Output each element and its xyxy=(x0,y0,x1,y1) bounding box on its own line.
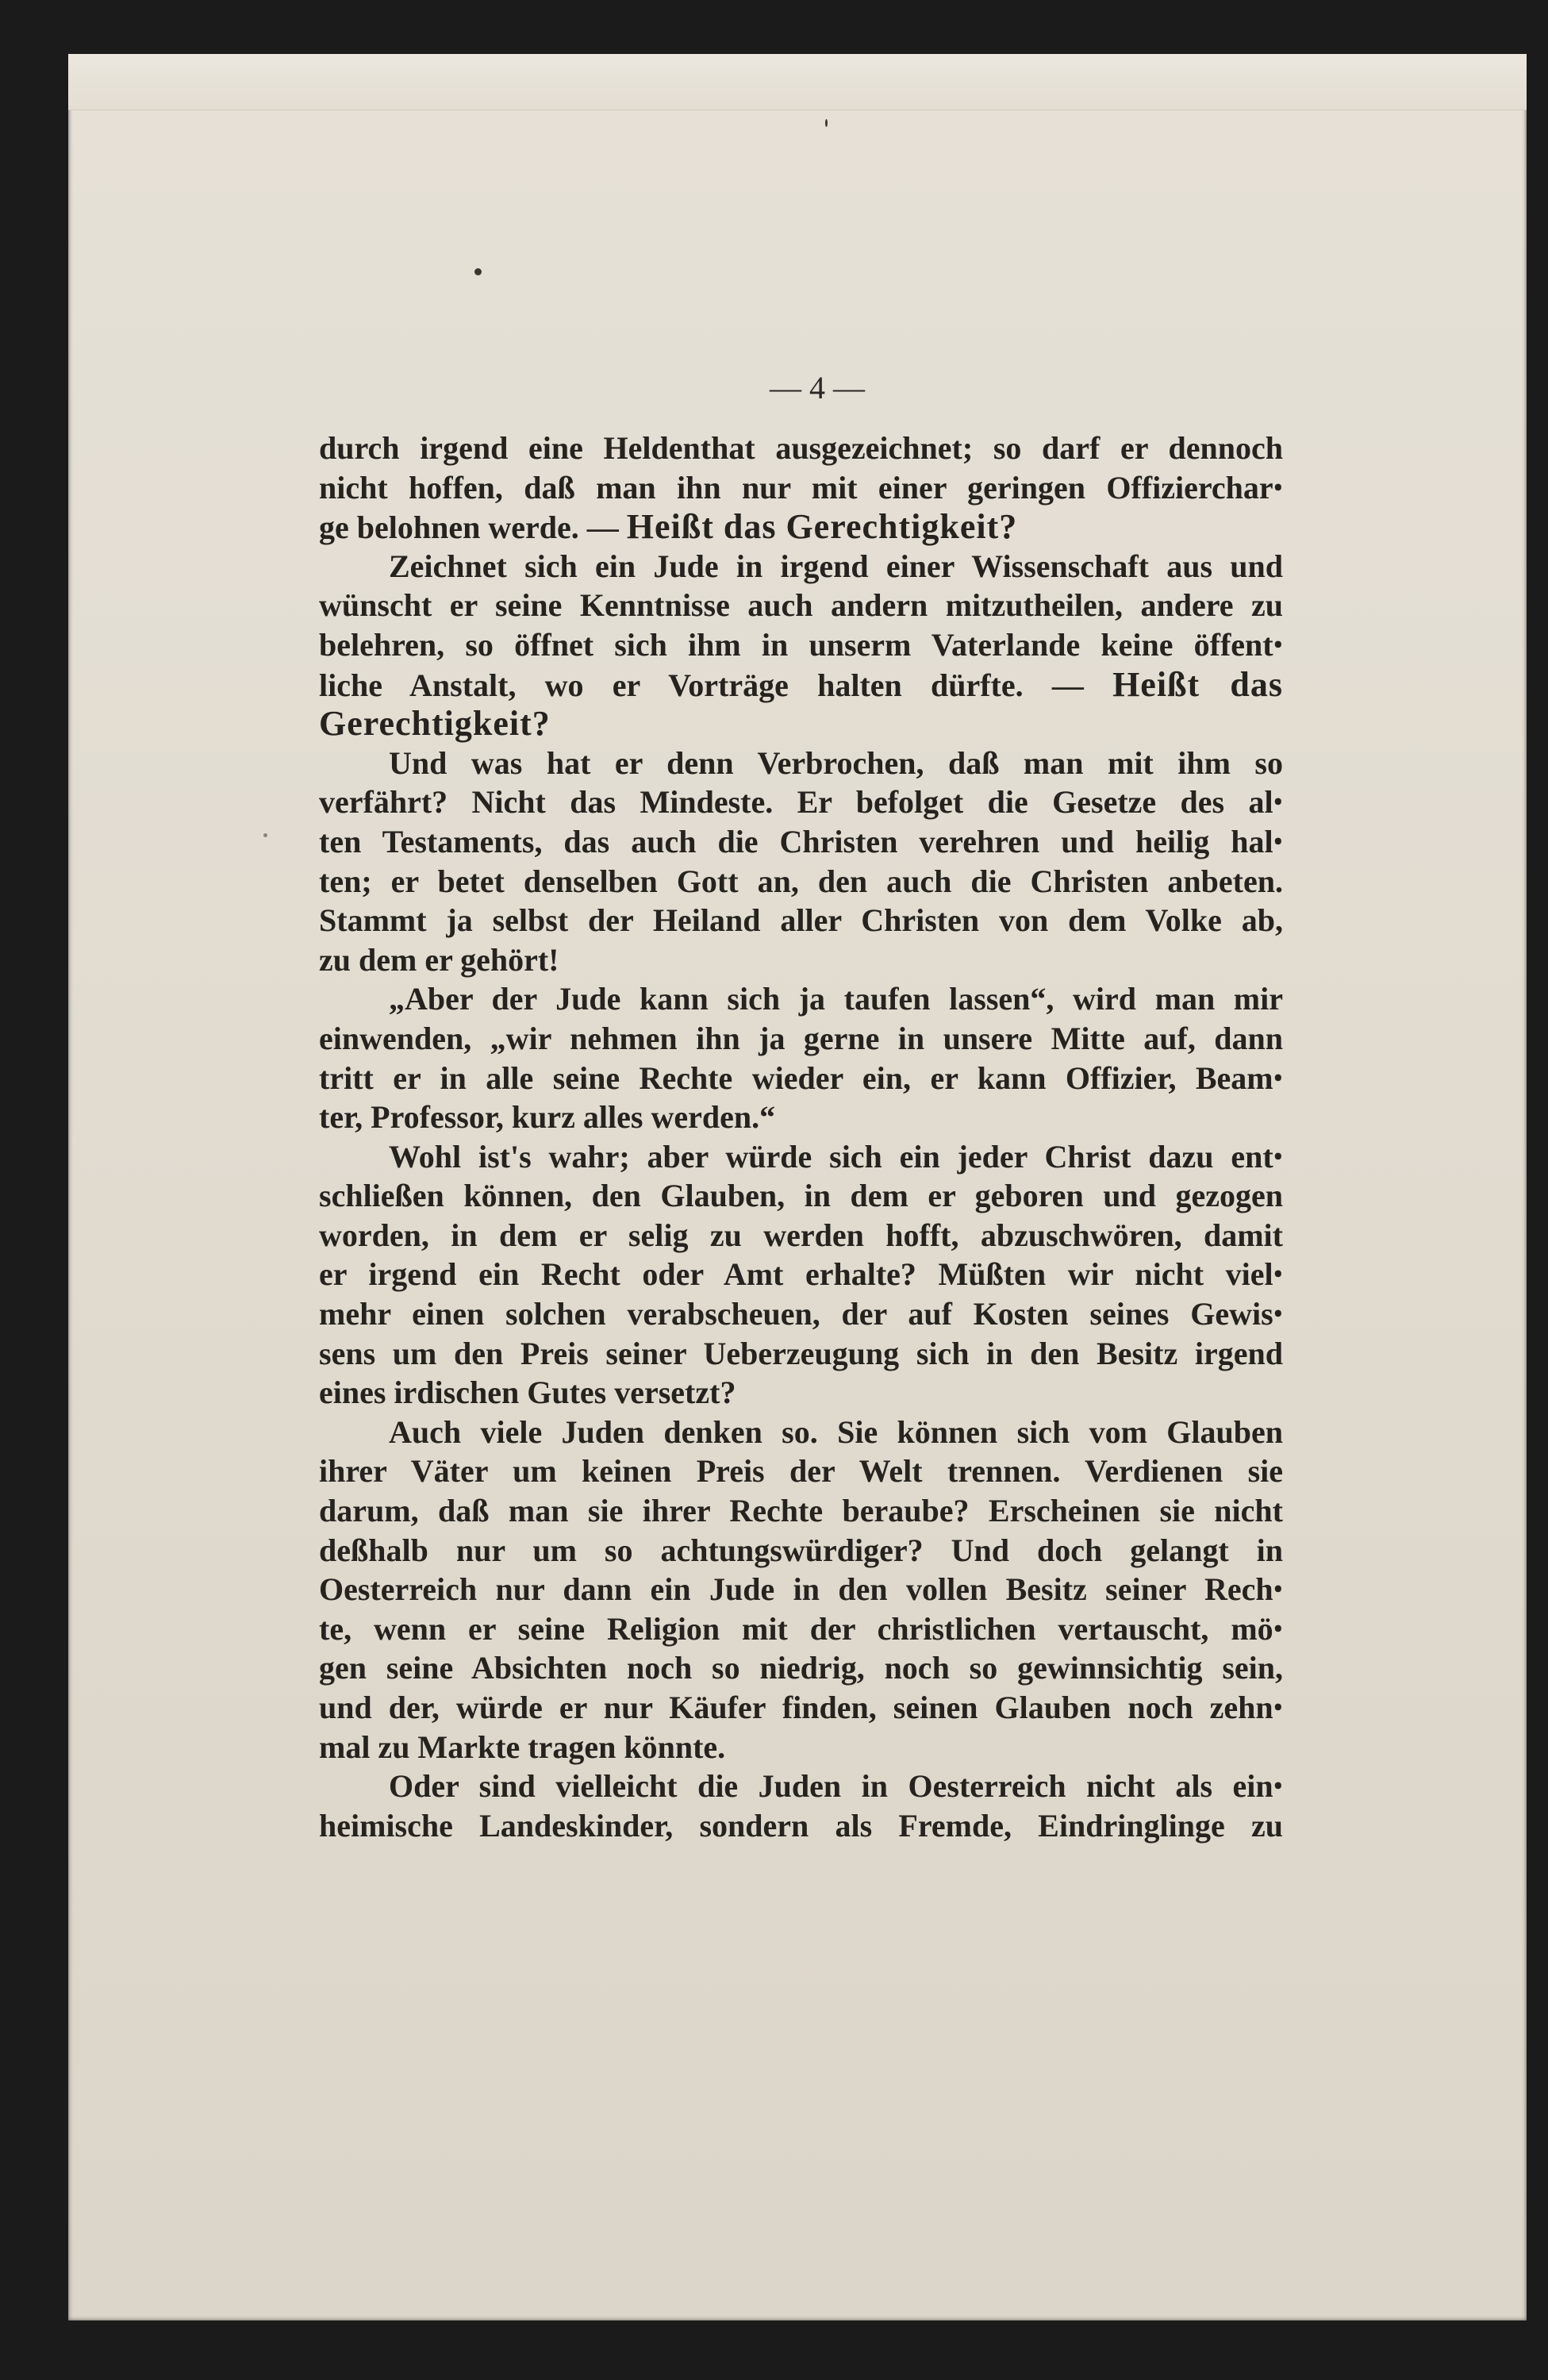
text-line: Wohl ist's wahr; aber würde sich ein jeder Christ dazu entꞏ xyxy=(389,1138,1283,1175)
text-line: worden, in dem er selig zu werden hofft, abzuschwören, damit xyxy=(319,1217,1283,1253)
text-line: Zeichnet sich ein Jude in irgend einer Wissenschaft aus und xyxy=(389,548,1283,584)
text-line: Stammt ja selbst der Heiland aller Christen von dem Volke ab, xyxy=(319,902,1283,939)
ink-speck xyxy=(263,833,267,837)
text-line: mal zu Markte tragen könnte. xyxy=(319,1728,726,1765)
text-line: ten; er betet denselben Gott an, den auch die Christen anbeten. xyxy=(319,863,1283,899)
text-line: Oder sind vielleicht die Juden in Oesterreich nicht als einꞏ xyxy=(389,1768,1283,1805)
text-line xyxy=(319,704,1283,744)
text-line: te, wenn er seine Religion mit der christlichen vertauscht, möꞏ xyxy=(319,1610,1283,1647)
text-line: ten Testaments, das auch die Christen verehren und heilig halꞏ xyxy=(319,823,1283,859)
text-line: nicht hoffen, daß man ihn nur mit einer geringen Offiziercharꞏ xyxy=(319,469,1283,506)
text-line: deßhalb nur um so achtungswürdiger? Und doch gelangt in xyxy=(319,1532,1283,1568)
text-line: zu dem er gehört! xyxy=(319,941,559,978)
text-line: Und was hat er denn Verbrochen, daß man mit ihm so xyxy=(389,744,1283,781)
text-line xyxy=(319,665,1283,705)
text-line: ter, Professor, kurz alles werden.“ xyxy=(319,1099,776,1136)
text-line: sens um den Preis seiner Ueberzeugung sich in den Besitz irgend xyxy=(319,1335,1283,1371)
text-run: ge belohnen werde. — xyxy=(319,509,627,546)
text-line xyxy=(319,507,1283,547)
text-line: tritt er in alle seine Rechte wieder ein, er kann Offizier, Beamꞏ xyxy=(319,1059,1283,1096)
text-run: liche Anstalt, wo er Vorträge halten dürfte. — xyxy=(319,667,1113,703)
text-line: verfährt? Nicht das Mindeste. Er befolget die Gesetze des alꞏ xyxy=(319,784,1283,821)
text-line: einwenden, „wir nehmen ihn ja gerne in unsere Mitte auf, dann xyxy=(319,1020,1283,1056)
text-line: belehren, so öffnet sich ihm in unserm Vaterlande keine öffentꞏ xyxy=(319,626,1283,663)
ink-speck xyxy=(825,119,828,127)
ink-speck xyxy=(474,268,482,275)
text-line: schließen können, den Glauben, in dem er geboren und gezogen xyxy=(319,1178,1283,1214)
text-line: Auch viele Juden denken so. Sie können sich vom Glauben xyxy=(389,1413,1283,1450)
text-line: „Aber der Jude kann sich ja taufen lassen“, wird man mir xyxy=(389,981,1283,1017)
text-line: er irgend ein Recht oder Amt erhalte? Müßten wir nicht vielꞏ xyxy=(319,1256,1283,1293)
text-line: und der, würde er nur Käufer finden, seinen Glauben noch zehnꞏ xyxy=(319,1690,1283,1725)
page-body-text xyxy=(319,429,1283,1845)
sheet-top-edge xyxy=(68,54,1527,110)
emphasized-phrase: Heißt das Gerechtigkeit? xyxy=(626,507,1018,547)
text-line: heimische Landeskinder, sondern als Fremde, Eindringlinge zu xyxy=(319,1807,1283,1844)
text-line: wünscht er seine Kenntnisse auch andern mitzutheilen, andere zu xyxy=(319,587,1283,624)
text-line: ihrer Väter um keinen Preis der Welt trennen. Verdienen sie xyxy=(319,1453,1283,1490)
text-line: durch irgend eine Heldenthat ausgezeichnet; so darf er dennoch xyxy=(319,430,1283,466)
emphasized-phrase: Heißt das xyxy=(1112,664,1283,704)
text-line: gen seine Absichten noch so niedrig, noch so gewinnsichtig sein, xyxy=(319,1650,1283,1686)
page-number: — 4 — xyxy=(770,370,865,406)
text-line: mehr einen solchen verabscheuen, der auf Kosten seines Gewisꞏ xyxy=(319,1296,1283,1332)
text-line: Oesterreich nur dann ein Jude in den vollen Besitz seiner Rechꞏ xyxy=(319,1571,1283,1608)
text-line: eines irdischen Gutes versetzt? xyxy=(319,1375,736,1411)
emphasized-phrase: Gerechtigkeit? xyxy=(319,704,551,744)
text-line: darum, daß man sie ihrer Rechte beraube? Erscheinen sie nicht xyxy=(319,1493,1283,1529)
